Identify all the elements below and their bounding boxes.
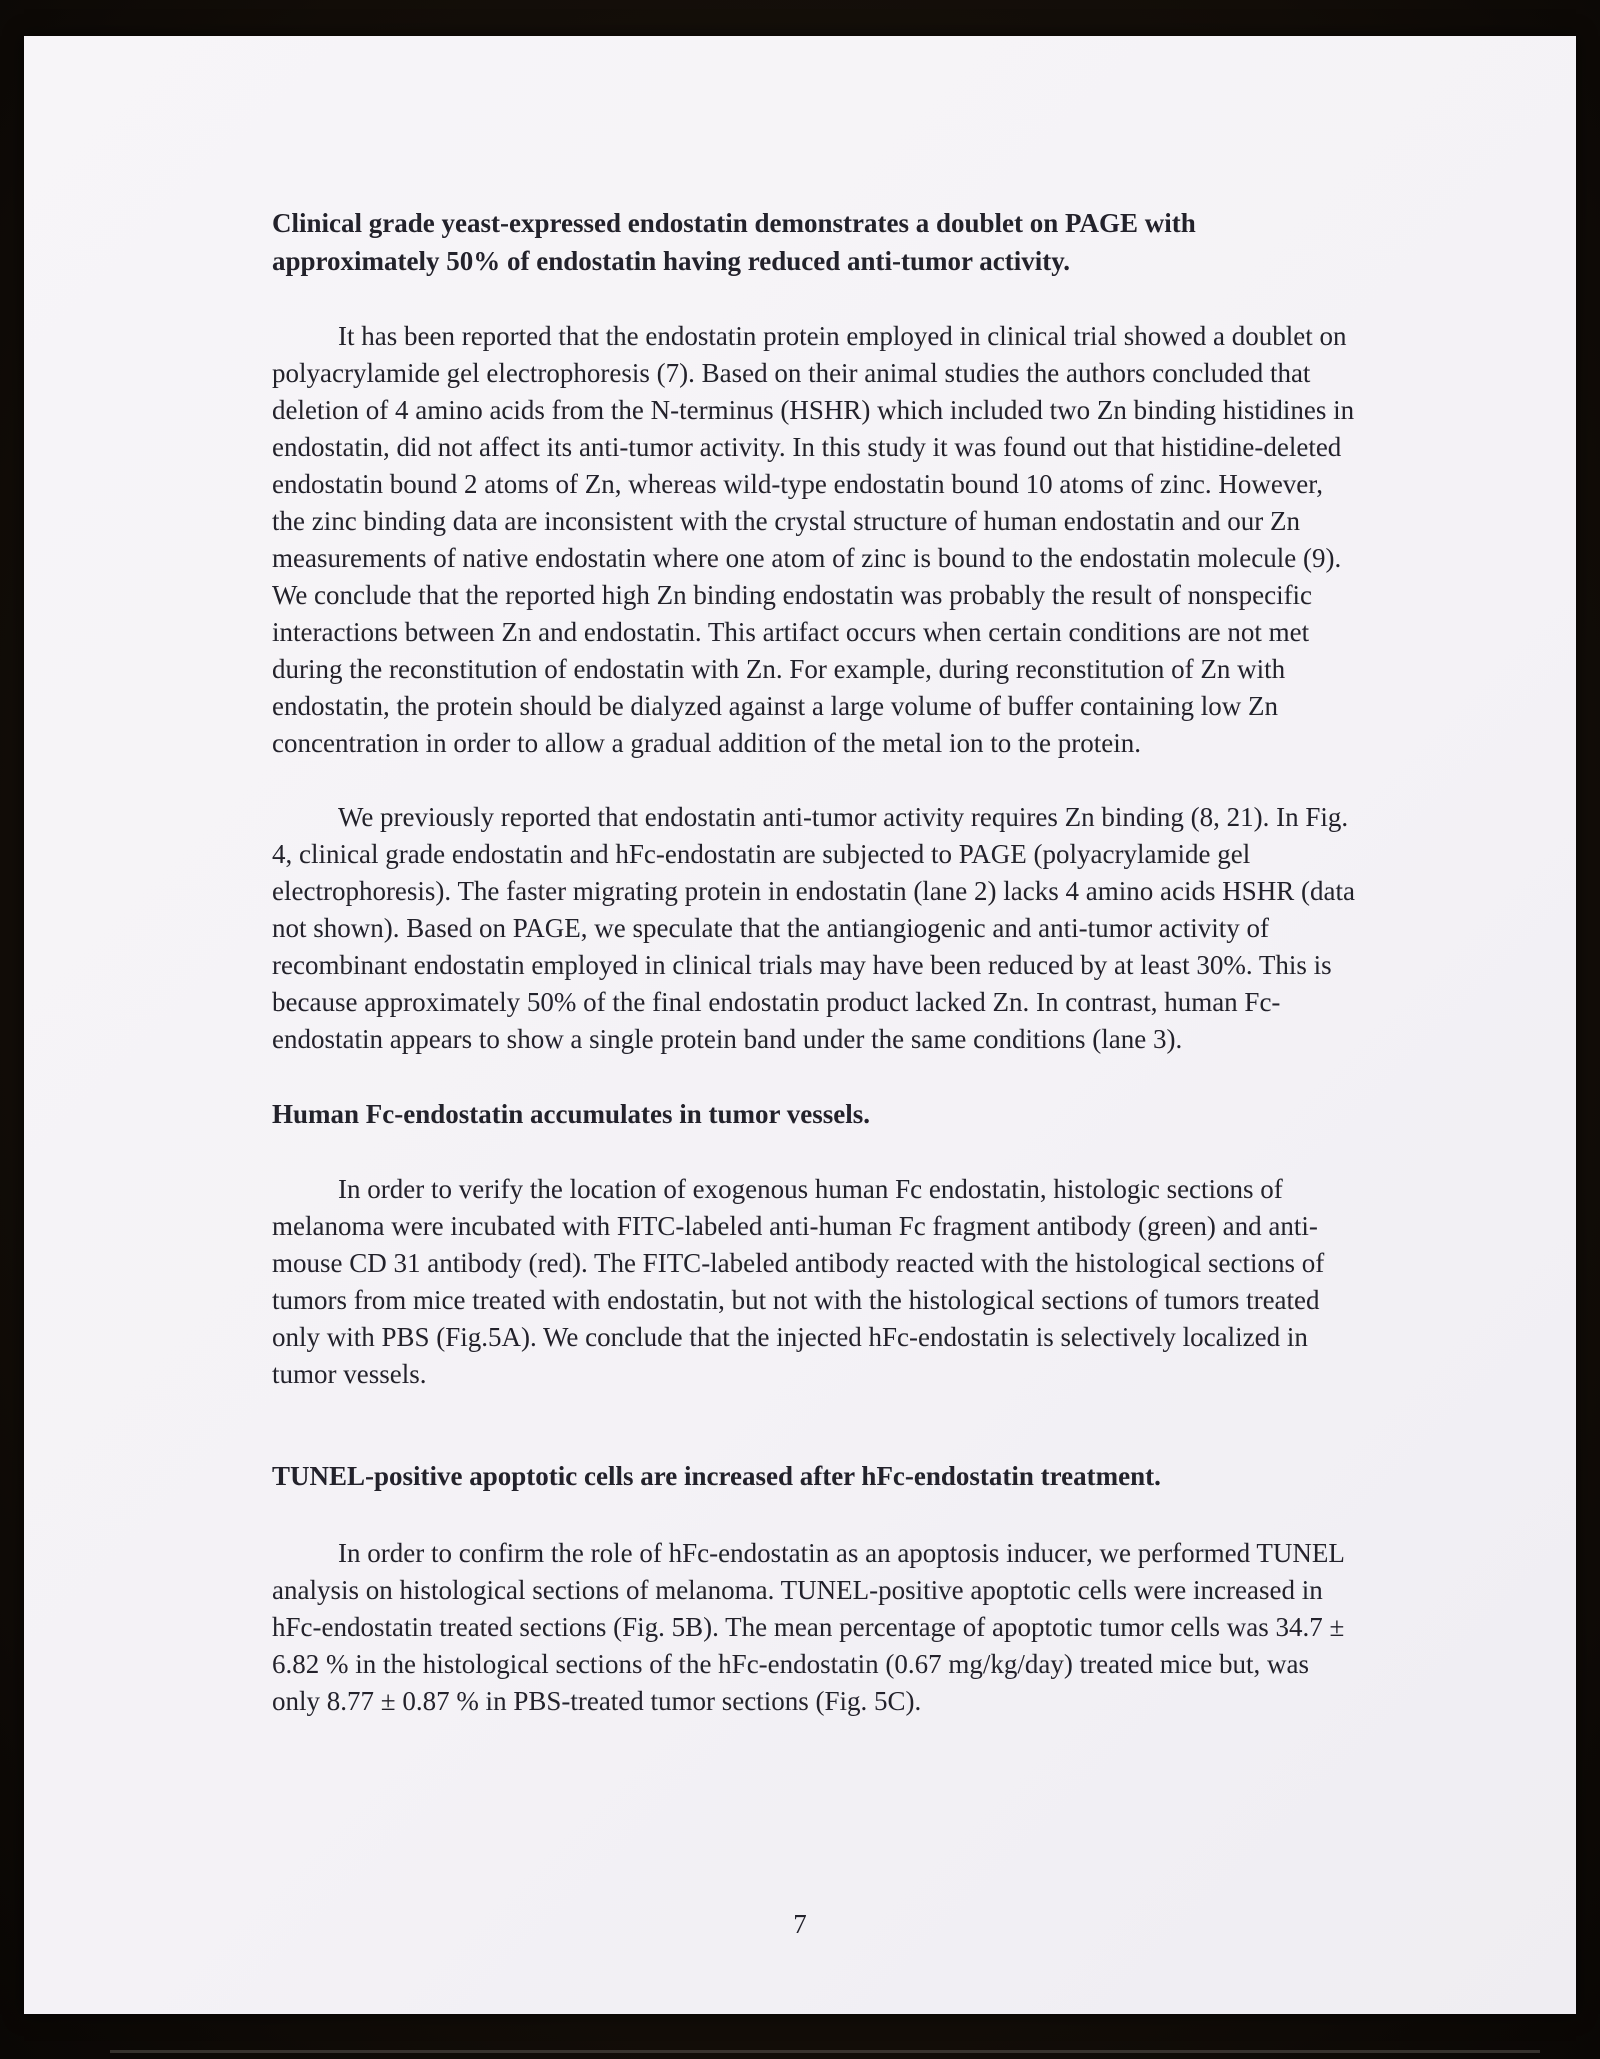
paragraph-fitc-antibody: In order to verify the location of exogenous human Fc endostatin, histologic sections of melanoma were incubated with FITC-labeled anti-human Fc fragment antibody (green) and anti-mouse CD 31 antibody (red). The FITC-labeled antibody reacted with the histological sections of tumors from mice treated with endostatin, but not with the histological sections of tumors treated only with PBS (Fig.5A). We conclude that the injected hFc-endostatin is selectively localized in tumor vessels. xyxy=(272,1174,1325,1389)
scan-bottom-edge xyxy=(110,2050,1540,2053)
paragraph-zn-binding: We previously reported that endostatin anti-tumor activity requires Zn binding (8, 21). In Fig. 4, clinical grade endostatin and hFc-endostatin are subjected to PAGE (polyacrylamide gel electrophoresis). The faster migrating protein in endostatin (lane 2) lacks 4 amino acids HSHR (data not shown). Based on PAGE, we speculate that the antiangiogenic and anti-tumor activity of recombinant endostatin employed in clinical trials may have been reduced by at least 30%. This is because approximately 50% of the final endostatin product lacked Zn. In contrast, human Fc-endostatin appears to show a single protein band under the same conditions (lane 3). xyxy=(272,802,1355,1054)
section-heading-tunel: TUNEL-positive apoptotic cells are increased after hFc-endostatin treatment. xyxy=(272,1461,1161,1491)
section-heading-clinical-grade: Clinical grade yeast-expressed endostatin demonstrates a doublet on PAGE with approximately 50% of endostatin having reduced anti-tumor activity. xyxy=(272,208,1196,276)
document-page xyxy=(24,36,1576,2014)
page-number: 7 xyxy=(793,1909,807,1939)
paragraph-doublet-page: It has been reported that the endostatin protein employed in clinical trial showed a doublet on polyacrylamide gel electrophoresis (7). Based on their animal studies the authors concluded that deletion of 4 amino acids from the N-terminus (HSHR) which included two Zn binding histidines in endostatin, did not affect its anti-tumor activity. In this study it was found out that histidine-deleted endostatin bound 2 atoms of Zn, whereas wild-type endostatin bound 10 atoms of zinc. However, the zinc binding data are inconsistent with the crystal structure of human endostatin and our Zn measurements of native endostatin where one atom of zinc is bound to the endostatin molecule (9). We conclude that the reported high Zn binding endostatin was probably the result of nonspecific interactions between Zn and endostatin. This artifact occurs when certain conditions are not met during the reconstitution of endostatin with Zn. For example, during reconstitution of Zn with endostatin, the protein should be dialyzed against a large volume of buffer containing low Zn concentration in order to allow a gradual addition of the metal ion to the protein. xyxy=(272,321,1355,758)
paragraph-tunel-analysis: In order to confirm the role of hFc-endostatin as an apoptosis inducer, we performed TUNEL analysis on histological sections of melanoma. TUNEL-positive apoptotic cells were increased in hFc-endostatin treated sections (Fig. 5B). The mean percentage of apoptotic tumor cells was 34.7 ± 6.82 % in the histological sections of the hFc-endostatin (0.67 mg/kg/day) treated mice but, was only 8.77 ± 0.87 % in PBS-treated tumor sections (Fig. 5C). xyxy=(272,1538,1345,1716)
section-heading-tumor-vessels: Human Fc-endostatin accumulates in tumor vessels. xyxy=(272,1099,870,1129)
